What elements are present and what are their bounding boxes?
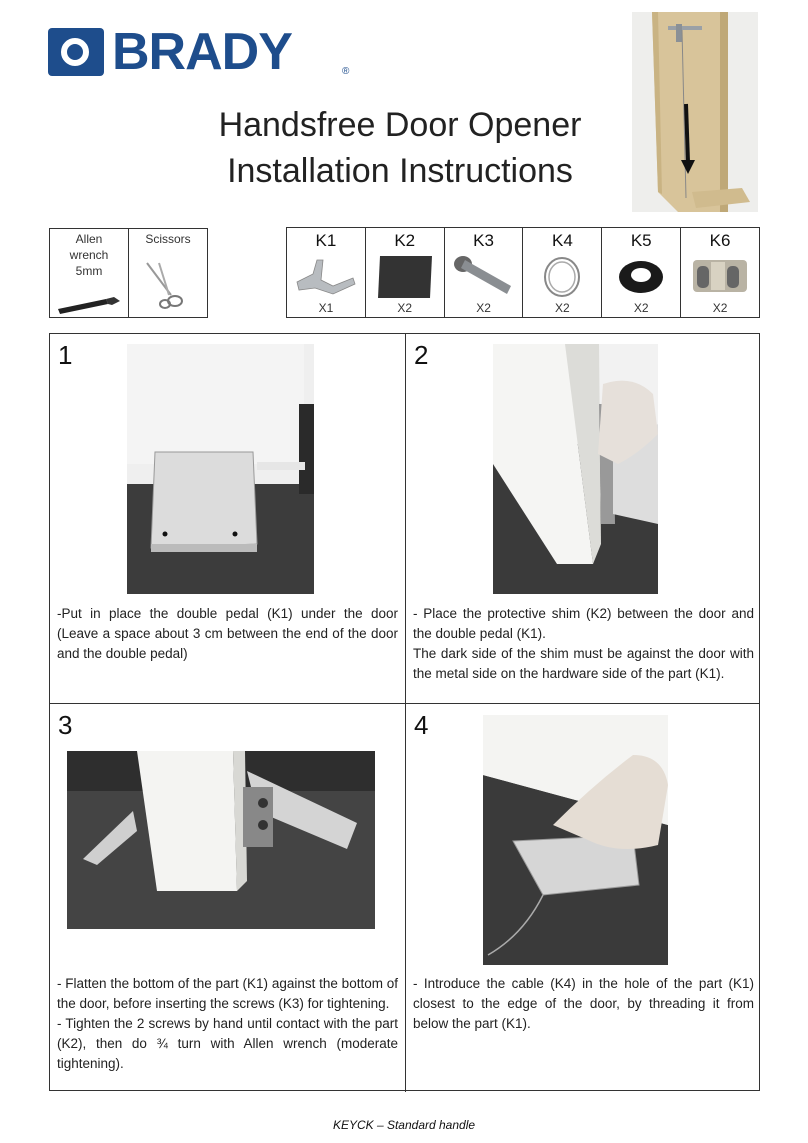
kit-contents-table: [286, 227, 760, 318]
tool-scissors: [128, 229, 207, 317]
step-4-photo: [483, 715, 668, 965]
step-paragraph: - Tighten the 2 screws by hand until contact with the part (K2), then do ¾ turn with Allen wrench (moderate tightening).: [57, 1016, 398, 1071]
kit-item-k6: [680, 228, 759, 317]
shim-icon: [372, 252, 438, 302]
title-line-2: Installation Instructions: [227, 152, 573, 190]
allen-wrench-icon: [54, 287, 124, 317]
step-3: [50, 703, 405, 1092]
kit-item-k1: [287, 228, 365, 317]
step-paragraph: - Flatten the bottom of the part (K1) against the bottom of the door, before inserting the screws (K3) for tightening.: [57, 976, 398, 1011]
step-3-text: [57, 974, 398, 1074]
step-1-photo: [127, 344, 314, 594]
door-overview-photo: [632, 12, 758, 212]
title-line-1: Handsfree Door Opener: [218, 106, 582, 144]
kit-code: K5: [630, 231, 652, 250]
grommet-icon: [608, 252, 674, 302]
kit-qty: X2: [712, 301, 728, 315]
tool-label: Allen wrench 5mm: [69, 232, 109, 278]
kit-code: K6: [709, 231, 731, 250]
step-number: 3: [58, 710, 73, 740]
tool-allen-wrench: [50, 229, 128, 317]
registered-mark: ®: [342, 66, 350, 77]
step-2-text: [413, 604, 754, 684]
brady-logo-word: BRADY: [112, 23, 292, 81]
page-title: [190, 102, 610, 194]
tool-label: Scissors: [145, 232, 191, 246]
kit-code: K1: [315, 231, 337, 250]
double-pedal-icon: [293, 252, 359, 302]
kit-item-k5: [601, 228, 680, 317]
page-footer: KEYCK – Standard handle: [332, 1118, 476, 1132]
steps-grid: [49, 333, 760, 1091]
step-paragraph: The dark side of the shim must be against the door with the metal side on the hardware side of the part (K1).: [413, 646, 754, 681]
kit-item-k4: [522, 228, 601, 317]
scissors-icon: [139, 261, 199, 311]
kit-code: K4: [552, 231, 573, 250]
step-1-text: [57, 604, 398, 664]
step-2: [405, 334, 760, 713]
step-4-text: [413, 974, 754, 1034]
brady-logo-mark: [48, 28, 104, 76]
step-4: [405, 703, 760, 1092]
step-2-photo: [493, 344, 658, 594]
kit-code: K2: [394, 231, 416, 250]
kit-item-k2: [365, 228, 444, 317]
clamp-icon: [687, 252, 753, 302]
kit-qty: X2: [476, 301, 491, 315]
step-paragraph: - Place the protective shim (K2) between the door and the double pedal (K1).: [413, 606, 754, 641]
kit-qty: X1: [318, 301, 334, 315]
step-number: 4: [414, 710, 429, 740]
kit-item-k3: [444, 228, 523, 317]
kit-qty: X2: [633, 301, 649, 315]
cable-icon: [529, 252, 595, 302]
brady-logo: [48, 23, 350, 81]
kit-qty: X2: [397, 301, 413, 315]
step-3-photo: [67, 751, 375, 929]
kit-code: K3: [473, 231, 494, 250]
step-paragraph: -Put in place the double pedal (K1) under the door (Leave a space about 3 cm between the end of the door and the double pedal): [57, 606, 398, 661]
step-number: 1: [58, 340, 73, 370]
step-paragraph: - Introduce the cable (K4) in the hole of the part (K1) closest to the edge of the door, by threading it from below the part (K1).: [413, 976, 754, 1031]
kit-qty: X2: [555, 301, 570, 315]
step-number: 2: [414, 340, 429, 370]
step-1: [50, 334, 405, 713]
tools-box: [49, 228, 208, 318]
screw-icon: [451, 252, 517, 302]
